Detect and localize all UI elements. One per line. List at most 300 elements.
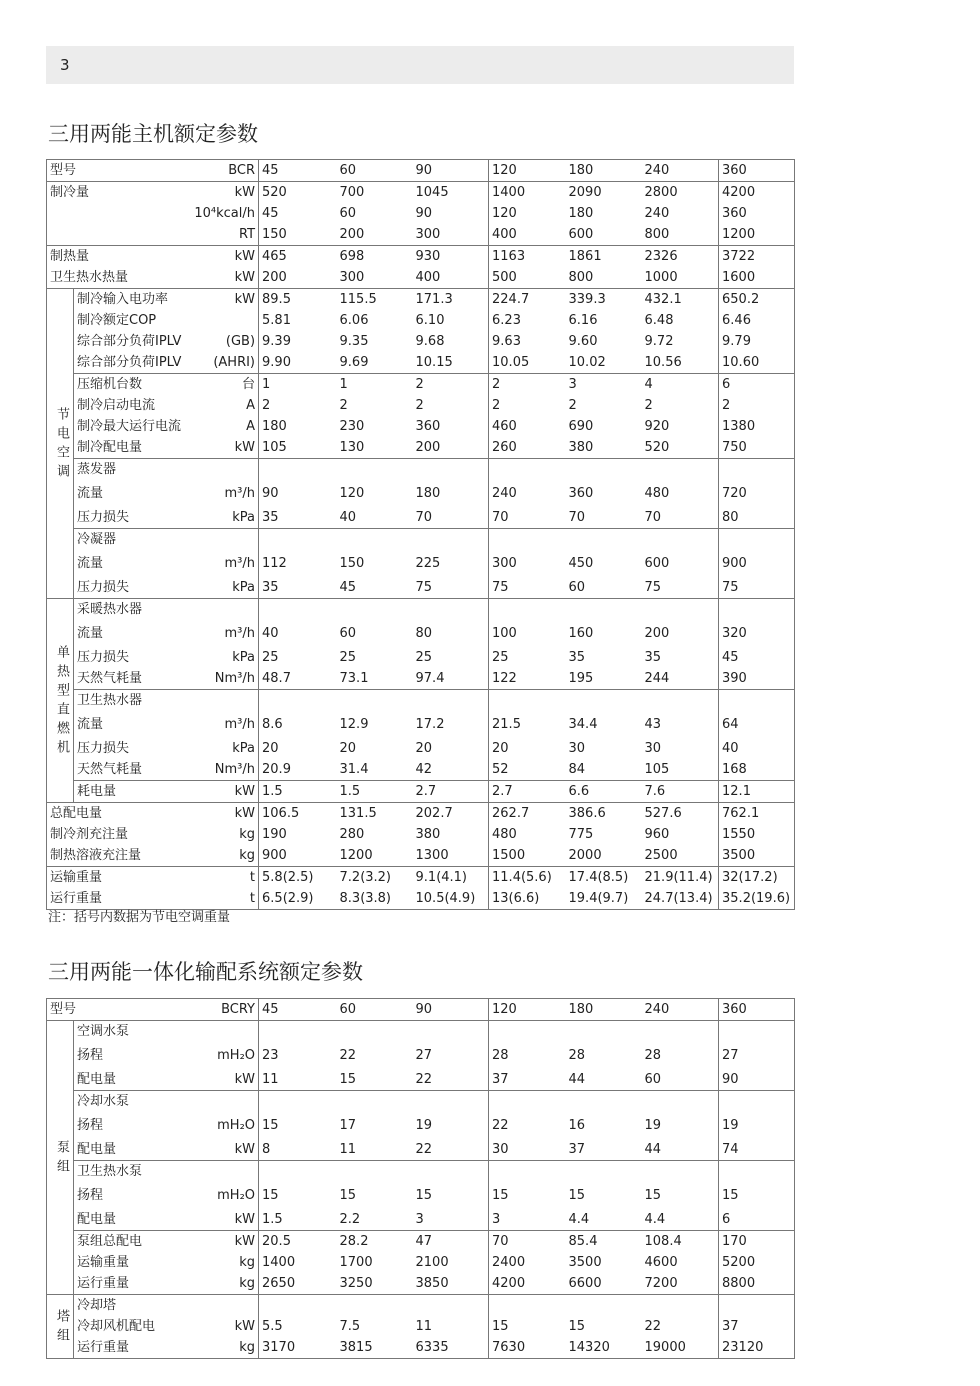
section-label: 节电空调	[47, 289, 74, 599]
value-cell	[259, 1021, 337, 1043]
value-cell	[337, 1021, 413, 1043]
row-label: 制冷最大运行电流	[77, 419, 182, 434]
value-cell	[413, 599, 489, 621]
value-cell: 762.1	[719, 803, 795, 825]
value-cell: 48.7	[259, 668, 337, 690]
value-cell: 1380	[719, 416, 795, 437]
value-cell: 24.7(13.4)	[642, 888, 719, 910]
value-cell: 45	[259, 160, 337, 182]
value-cell: 64	[719, 711, 795, 738]
value-cell: 2	[339, 398, 348, 413]
table-row	[47, 577, 795, 599]
value-cell: 4.4	[566, 1209, 642, 1231]
value-cell: 5.8(2.5)	[259, 867, 337, 889]
table-row	[47, 824, 795, 845]
value-cell	[337, 1161, 413, 1183]
value-cell	[259, 459, 337, 481]
unit-cell: BCRY	[187, 999, 259, 1021]
row-label: 流量	[77, 626, 104, 641]
table-row	[47, 267, 795, 289]
table-row	[47, 1273, 795, 1295]
value-cell: 7630	[489, 1337, 566, 1359]
value-cell: 35	[642, 647, 719, 668]
value-cell: 2	[719, 395, 795, 416]
value-cell: 1045	[413, 182, 489, 204]
value-cell: 28	[642, 1042, 719, 1069]
value-cell: 22	[413, 1069, 489, 1091]
value-cell: 10.15	[413, 352, 489, 374]
value-cell: 22	[642, 1316, 719, 1337]
value-cell: 360	[719, 160, 795, 182]
row-label: 压缩机台数	[74, 374, 187, 396]
value-cell: 97.4	[413, 668, 489, 690]
value-cell: 23	[262, 1048, 279, 1063]
value-cell	[719, 690, 795, 712]
value-cell: 200	[259, 267, 337, 289]
value-cell: 40	[337, 507, 413, 529]
value-cell: 170	[719, 1231, 795, 1253]
table-row	[47, 1209, 795, 1231]
value-cell: 19.4(9.7)	[566, 888, 642, 910]
value-cell: 11	[259, 1069, 337, 1091]
value-cell: 10.56	[642, 352, 719, 374]
unit-cell: kW	[187, 1069, 259, 1091]
value-cell: 9.69	[337, 352, 413, 374]
value-cell: 1200	[337, 845, 413, 867]
table-row	[47, 867, 795, 889]
value-cell: 100	[492, 626, 517, 641]
value-cell: 70	[489, 1231, 566, 1253]
row-label: 采暖热水器	[74, 599, 187, 621]
value-cell	[413, 1021, 489, 1043]
value-cell: 19	[719, 1112, 795, 1139]
unit-cell: RT	[187, 224, 259, 246]
value-cell: 4200	[489, 1273, 566, 1295]
value-cell: 240	[642, 160, 719, 182]
value-cell: 460	[492, 419, 517, 434]
value-cell	[642, 1295, 719, 1317]
value-cell: 120	[492, 206, 517, 221]
value-cell: 180	[262, 419, 287, 434]
table-row	[47, 759, 795, 781]
value-cell: 8800	[719, 1273, 795, 1295]
value-cell: 90	[413, 999, 489, 1021]
unit-cell: mH₂O	[187, 1042, 259, 1069]
unit-cell: Nm³/h	[187, 668, 259, 690]
value-cell: 700	[337, 182, 413, 204]
value-cell: 224.7	[489, 289, 566, 311]
value-cell: 60	[339, 206, 357, 221]
value-cell: 400	[413, 267, 489, 289]
value-cell: 9.79	[719, 331, 795, 352]
value-cell: 920	[642, 416, 719, 437]
row-label: 流量	[77, 486, 104, 501]
value-cell: 1000	[642, 267, 719, 289]
value-cell: 9.63	[492, 334, 521, 349]
table-row	[47, 690, 795, 712]
value-cell: 180	[566, 999, 642, 1021]
row-label: 压力损失	[77, 741, 130, 756]
value-cell	[259, 690, 337, 712]
value-cell: 1500	[489, 845, 566, 867]
value-cell: 15	[492, 1188, 509, 1203]
value-cell: 4.4	[642, 1209, 719, 1231]
row-label: 天然气耗量	[74, 668, 187, 690]
value-cell: 240	[492, 486, 517, 501]
value-cell: 5.81	[262, 313, 291, 328]
row-label: 扬程	[77, 1048, 104, 1063]
section-label: 泵组	[47, 1021, 74, 1295]
value-cell: 244	[642, 668, 719, 690]
value-cell: 960	[642, 824, 719, 845]
unit-cell	[187, 310, 259, 331]
value-cell	[337, 690, 413, 712]
value-cell: 2326	[642, 246, 719, 268]
row-label: 流量	[77, 717, 104, 732]
table-row	[47, 203, 795, 224]
value-cell: 1600	[719, 267, 795, 289]
value-cell: 9.90	[259, 352, 337, 374]
value-cell: 44	[566, 1069, 642, 1091]
value-cell: 1861	[566, 246, 642, 268]
table-row	[47, 352, 795, 374]
value-cell: 2.7	[489, 781, 566, 803]
table-row	[47, 550, 795, 577]
value-cell: 150	[259, 224, 337, 246]
value-cell	[719, 1161, 795, 1183]
value-cell: 37	[489, 1069, 566, 1091]
value-cell: 800	[566, 267, 642, 289]
value-cell: 262.7	[489, 803, 566, 825]
unit-cell: m³/h	[187, 711, 259, 738]
value-cell: 1.5	[337, 781, 413, 803]
value-cell: 2	[262, 398, 271, 413]
value-cell: 15	[719, 1182, 795, 1209]
value-cell	[337, 459, 413, 481]
table-row	[47, 1042, 795, 1069]
value-cell: 1200	[719, 224, 795, 246]
value-cell: 108.4	[642, 1231, 719, 1253]
unit-cell: kW	[187, 803, 259, 825]
value-cell: 52	[489, 759, 566, 781]
row-label	[47, 203, 187, 224]
value-cell: 90	[262, 486, 279, 501]
row-label: 运行重量	[47, 888, 187, 910]
unit-cell: A	[187, 395, 259, 416]
value-cell	[489, 1295, 566, 1317]
value-cell: 1550	[719, 824, 795, 845]
value-cell	[489, 459, 566, 481]
value-cell: 60	[642, 1069, 719, 1091]
row-label: 扬程	[77, 1188, 104, 1203]
value-cell	[489, 1091, 566, 1113]
value-cell: 1	[259, 374, 337, 396]
value-cell: 230	[339, 419, 365, 434]
row-label: 压力损失	[74, 577, 187, 599]
value-cell: 75	[642, 577, 719, 599]
section-label: 塔组	[47, 1295, 74, 1359]
unit-cell: mH₂O	[187, 1182, 259, 1209]
value-cell: 60	[337, 160, 413, 182]
value-cell	[566, 599, 642, 621]
unit-cell: kg	[187, 1252, 259, 1273]
value-cell: 6.23	[492, 313, 521, 328]
value-cell	[566, 529, 642, 551]
value-cell: 6335	[413, 1337, 489, 1359]
value-cell: 9.60	[568, 334, 598, 349]
value-cell: 5200	[719, 1252, 795, 1273]
value-cell: 2	[413, 395, 489, 416]
unit-cell: Nm³/h	[187, 759, 259, 781]
value-cell: 28.2	[337, 1231, 413, 1253]
value-cell	[489, 599, 566, 621]
value-cell: 360	[413, 416, 489, 437]
value-cell: 6.16	[568, 313, 598, 328]
row-label: 综合部分负荷IPLV	[74, 352, 187, 374]
value-cell: 19000	[642, 1337, 719, 1359]
value-cell	[337, 1295, 413, 1317]
value-cell: 10.5(4.9)	[413, 888, 489, 910]
value-cell: 22	[339, 1048, 357, 1063]
value-cell	[413, 459, 489, 481]
row-label: 制热量	[47, 246, 187, 268]
value-cell: 11.4(5.6)	[489, 867, 566, 889]
value-cell: 480	[642, 480, 719, 507]
value-cell: 3722	[719, 246, 795, 268]
value-cell: 2500	[642, 845, 719, 867]
value-cell: 7.6	[642, 781, 719, 803]
value-cell: 168	[719, 759, 795, 781]
value-cell: 75	[489, 577, 566, 599]
table-row	[47, 374, 795, 396]
value-cell	[566, 690, 642, 712]
value-cell: 15	[568, 1319, 586, 1334]
value-cell	[642, 1161, 719, 1183]
value-cell: 31.4	[337, 759, 413, 781]
value-cell	[259, 1091, 337, 1113]
row-label: 制冷配电量	[74, 437, 187, 459]
unit-cell: kPa	[187, 507, 259, 529]
unit-cell: kW	[187, 289, 259, 311]
value-cell: 17.4(8.5)	[566, 867, 642, 889]
unit-cell: kPa	[187, 738, 259, 759]
table-row	[47, 738, 795, 759]
value-cell: 400	[489, 224, 566, 246]
table-row	[47, 845, 795, 867]
value-cell: 320	[719, 620, 795, 647]
value-cell: 10.60	[719, 352, 795, 374]
value-cell: 80	[719, 507, 795, 529]
value-cell	[566, 459, 642, 481]
value-cell: 105	[259, 437, 337, 459]
value-cell: 2	[489, 374, 566, 396]
value-cell: 60	[566, 577, 642, 599]
unit-cell: kW	[187, 267, 259, 289]
value-cell: 15	[262, 1188, 279, 1203]
value-cell: 30	[568, 741, 586, 756]
value-cell: 120	[489, 160, 566, 182]
value-cell	[642, 599, 719, 621]
row-label: 压力损失	[74, 507, 187, 529]
value-cell: 25	[492, 650, 509, 665]
table-row	[47, 1252, 795, 1273]
value-cell: 360	[719, 203, 795, 224]
value-cell: 930	[413, 246, 489, 268]
value-cell: 386.6	[566, 803, 642, 825]
value-cell: 90	[719, 1069, 795, 1091]
unit-cell: (AHRI)	[187, 352, 259, 374]
value-cell: 15	[413, 1182, 489, 1209]
row-label: 冷却水泵	[74, 1091, 187, 1113]
value-cell: 30	[642, 738, 719, 759]
value-cell: 47	[413, 1231, 489, 1253]
value-cell: 171.3	[413, 289, 489, 311]
value-cell: 300	[492, 556, 517, 571]
value-cell: 130	[337, 437, 413, 459]
value-cell: 698	[337, 246, 413, 268]
footnote: 注：括号内数据为节电空调重量	[48, 910, 231, 925]
value-cell: 6.5(2.9)	[259, 888, 337, 910]
unit-cell: (GB)	[187, 331, 259, 352]
row-label: 配电量	[74, 1209, 187, 1231]
unit-cell	[187, 1295, 259, 1317]
unit-cell: A	[187, 416, 259, 437]
section-label: 单热型直燃机	[47, 599, 74, 803]
value-cell: 70	[566, 507, 642, 529]
value-cell: 2	[492, 398, 501, 413]
table-row	[47, 507, 795, 529]
value-cell: 106.5	[259, 803, 337, 825]
value-cell: 2100	[413, 1252, 489, 1273]
unit-cell: m³/h	[187, 620, 259, 647]
table2-title: 三用两能一体化输配系统额定参数	[48, 960, 363, 984]
value-cell	[413, 690, 489, 712]
value-cell	[489, 1021, 566, 1043]
table-row	[47, 999, 795, 1021]
row-label: 天然气耗量	[74, 759, 187, 781]
value-cell	[719, 459, 795, 481]
unit-cell: kW	[187, 182, 259, 204]
table-row	[47, 1337, 795, 1359]
table-row	[47, 224, 795, 246]
value-cell: 1400	[489, 182, 566, 204]
row-label	[47, 224, 187, 246]
value-cell: 35	[259, 507, 337, 529]
value-cell	[413, 1161, 489, 1183]
value-cell: 32(17.2)	[719, 867, 795, 889]
value-cell: 2.7	[413, 781, 489, 803]
value-cell: 380	[566, 437, 642, 459]
value-cell: 600	[642, 550, 719, 577]
value-cell: 120	[339, 486, 365, 501]
value-cell: 180	[568, 206, 594, 221]
value-cell: 6	[719, 374, 795, 396]
value-cell: 750	[719, 437, 795, 459]
row-label: 扬程	[77, 1118, 104, 1133]
value-cell: 15	[339, 1188, 357, 1203]
value-cell	[642, 1021, 719, 1043]
value-cell: 1300	[413, 845, 489, 867]
value-cell: 4200	[719, 182, 795, 204]
unit-cell: mH₂O	[187, 1112, 259, 1139]
value-cell	[719, 1091, 795, 1113]
row-label: 运行重量	[74, 1337, 187, 1359]
table-row	[47, 668, 795, 690]
value-cell: 7200	[642, 1273, 719, 1295]
unit-cell: kW	[187, 1209, 259, 1231]
value-cell: 6	[719, 1209, 795, 1231]
value-cell: 17	[339, 1118, 357, 1133]
table-row	[47, 620, 795, 647]
table-row	[47, 395, 795, 416]
value-cell: 200	[642, 620, 719, 647]
value-cell: 6.10	[413, 310, 489, 331]
value-cell	[642, 459, 719, 481]
value-cell: 7.2(3.2)	[337, 867, 413, 889]
value-cell: 70	[642, 507, 719, 529]
value-cell: 8	[259, 1139, 337, 1161]
value-cell: 60	[337, 999, 413, 1021]
value-cell: 1400	[262, 1255, 296, 1270]
row-label: 空调水泵	[74, 1021, 187, 1043]
value-cell: 45	[262, 206, 279, 221]
unit-cell	[187, 1021, 259, 1043]
value-cell: 74	[719, 1139, 795, 1161]
value-cell: 2	[413, 374, 489, 396]
table-row	[47, 289, 795, 311]
value-cell: 240	[642, 999, 719, 1021]
value-cell: 300	[413, 224, 489, 246]
value-cell: 25	[339, 650, 357, 665]
row-label: 运输重量	[77, 1255, 130, 1270]
row-label: 制冷启动电流	[77, 398, 156, 413]
value-cell: 9.35	[339, 334, 369, 349]
row-label: 制冷剂充注量	[47, 824, 187, 845]
value-cell: 34.4	[568, 717, 598, 732]
value-cell	[566, 1021, 642, 1043]
value-cell	[719, 529, 795, 551]
value-cell: 202.7	[413, 803, 489, 825]
row-label: 配电量	[74, 1139, 187, 1161]
value-cell: 2.2	[337, 1209, 413, 1231]
value-cell: 40	[262, 626, 279, 641]
table-row	[47, 599, 795, 621]
value-cell: 200	[413, 437, 489, 459]
row-label: 运行重量	[74, 1273, 187, 1295]
row-label: 耗电量	[74, 781, 187, 803]
value-cell: 27	[719, 1042, 795, 1069]
value-cell: 25	[262, 650, 279, 665]
unit-cell: BCR	[187, 160, 259, 182]
value-cell: 10.02	[566, 352, 642, 374]
value-cell	[413, 1295, 489, 1317]
value-cell: 480	[492, 827, 517, 842]
row-label: 总配电量	[47, 803, 187, 825]
value-cell: 6.48	[642, 310, 719, 331]
value-cell	[642, 690, 719, 712]
value-cell: 60	[339, 626, 357, 641]
unit-cell: m³/h	[187, 550, 259, 577]
table-row	[47, 1182, 795, 1209]
table-row	[47, 1231, 795, 1253]
row-label: 冷凝器	[74, 529, 187, 551]
value-cell: 432.1	[642, 289, 719, 311]
unit-cell	[187, 459, 259, 481]
unit-cell: kg	[187, 845, 259, 867]
row-label: 综合部分负荷IPLV	[77, 334, 182, 349]
value-cell: 9.72	[642, 331, 719, 352]
value-cell: 9.39	[262, 334, 291, 349]
